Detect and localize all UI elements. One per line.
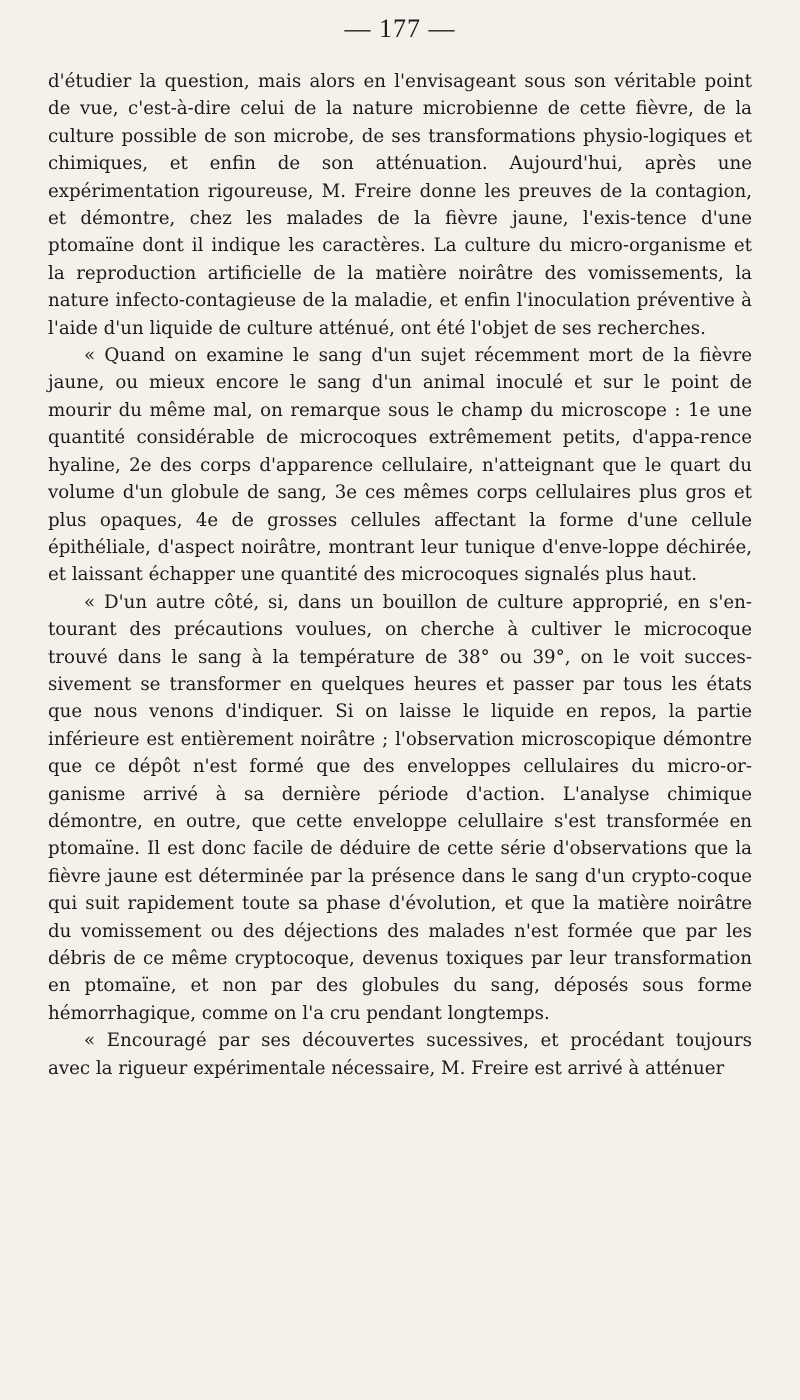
page-number: — 177 — [344, 14, 456, 43]
paragraph-3: « D'un autre côté, si, dans un bouillon de culture approprié, en s'en-tourant des précautions voulues, on cherche à cultiver le microcoque trouvé dans le sang à la température de 38° ou 39°, on le voit succes-sivement se transformer en quelques heures et passer par tous les états que nous venons d'indiquer. Si on laisse le liquide en repos, la partie inférieure est entièrement noirâtre ; l'observation microscopique démontre que ce dépôt n'est formé que des enveloppes cellulaires du micro-or-ganisme arrivé à sa dernière période d'action. L'analyse chimique démontre, en outre, que cette enveloppe celullaire s'est transformée en ptomaïne. Il est donc facile de déduire de cette série d'observations que la fièvre jaune est déterminée par la présence dans le sang d'un crypto-coque qui suit rapidement toute sa phase d'évolution, et que la matière noirâtre du vomissement ou des déjections des malades n'est formée que par les débris de ce même cryptocoque, devenus toxiques par leur transformation en ptomaïne, et non par des globules du sang, déposés sous forme hémorrhagique, comme on l'a cru pendant longtemps. [48, 591, 752, 1024]
body-text [48, 68, 752, 1082]
paragraph-2: « Quand on examine le sang d'un sujet récemment mort de la fièvre jaune, ou mieux encore le sang d'un animal inoculé et sur le point de mourir du même mal, on remarque sous le champ du microscope : 1e une quantité considérable de microcoques extrêmement petits, d'appa-rence hyaline, 2e des corps d'apparence cellulaire, n'atteignant que le quart du volume d'un globule de sang, 3e ces mêmes corps cellulaires plus gros et plus opaques, 4e de grosses cellules affectant la forme d'une cellule épithéliale, d'aspect noirâtre, montrant leur tunique d'enve-loppe déchirée, et laissant échapper une quantité des microcoques signalés plus haut. [48, 345, 752, 586]
paragraph-1: d'étudier la question, mais alors en l'envisageant sous son véritable point de vue, c'est-à-dire celui de la nature microbienne de cette fièvre, de la culture possible de son microbe, de ses transformations physio-logiques et chimiques, et enfin de son atténuation. Aujourd'hui, après une expérimentation rigoureuse, M. Freire donne les preuves de la contagion, et démontre, chez les malades de la fièvre jaune, l'exis-tence d'une ptomaïne dont il indique les caractères. La culture du micro-organisme et la reproduction artificielle de la matière noirâtre des vomissements, la nature infecto-contagieuse de la maladie, et enfin l'inoculation préventive à l'aide d'un liquide de culture atténué, ont été l'objet de ses recherches. [48, 71, 752, 339]
paragraph-4: « Encouragé par ses découvertes sucessives, et procédant toujours avec la rigueur expérimentale nécessaire, M. Freire est arrivé à atténuer [48, 1030, 752, 1079]
